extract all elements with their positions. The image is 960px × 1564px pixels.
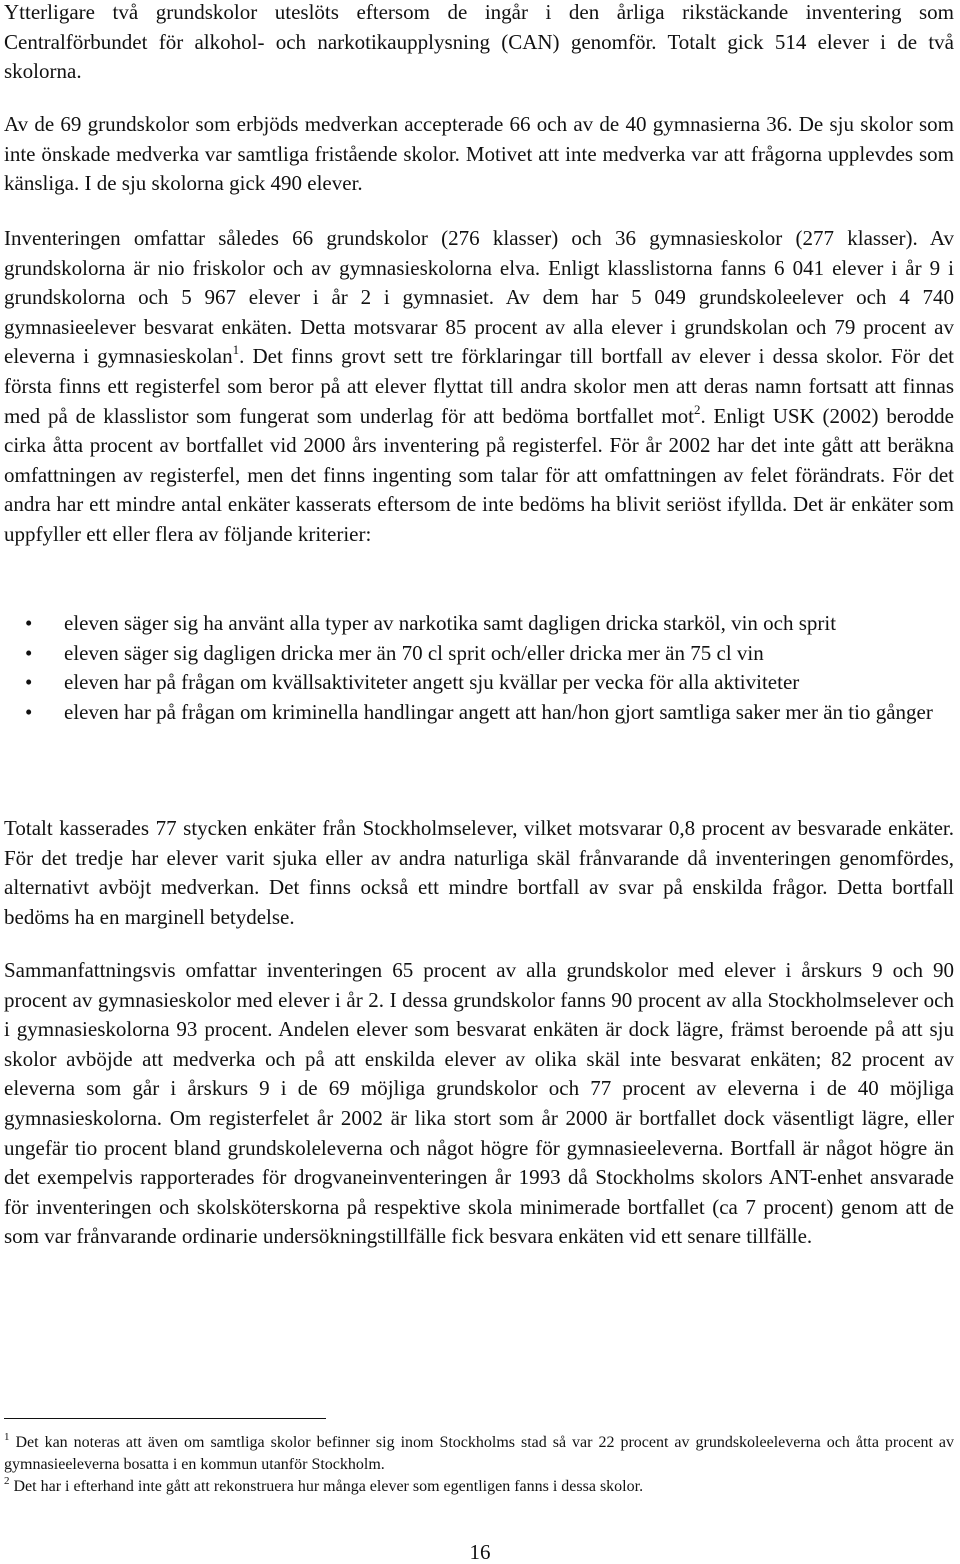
footnote-2 bbox=[4, 1476, 954, 1498]
footnotes bbox=[4, 1432, 954, 1498]
footnote-mark: 2 bbox=[4, 1475, 10, 1487]
bullet-icon: • bbox=[25, 640, 33, 665]
criteria-text: eleven säger sig ha använt alla typer av narkotika samt dagligen dricka starköl, vin och sprit bbox=[64, 611, 837, 635]
paragraph-discarded-surveys: Totalt kasserades 77 stycken enkäter från Stockholmselever, vilket motsvarar 0,8 procent av besvarade enkäter. För det tredje har elever varit sjuka eller av andra naturliga skäl frånvarande då inventeringen genomfördes, alternativt avböjt medverkan. Det finns också ett mindre bortfall av svar på enskilda frågor. Detta bortfall bedöms ha en marginell betydelse. bbox=[4, 816, 954, 929]
bullet-icon: • bbox=[25, 611, 33, 635]
paragraph-excluded-schools: Ytterligare två grundskolor uteslöts eftersom de ingår i den årliga rikstäckande inventering som Centralförbundet för alkohol- och narkotikaupplysning (CAN) genomför. Totalt gick 514 elever i de två skolorna. bbox=[4, 0, 954, 84]
bullet-icon: • bbox=[25, 670, 33, 695]
footnote-divider bbox=[4, 1418, 326, 1419]
footnote-1 bbox=[4, 1432, 954, 1476]
paragraph-text: . Det finns grovt sett tre förklaringar till bortfall av elever i dessa skolor. För det första finns ett registerfel som beror på att elever flyttat till andra skolor men att deras namn fortsatt att finnas med på de klasslistor som fungerat som underlag för att bedöma bortfallet mot bbox=[4, 344, 954, 428]
paragraph-inventory-scope bbox=[4, 224, 954, 550]
footnote-reference-2[interactable]: 2 bbox=[693, 401, 701, 417]
paragraph-text: Inventeringen omfattar således 66 grundskolor (276 klasser) och 36 gymnasieskolor (277 klasser). Av grundskolorna är nio friskolor och av gymnasieskolorna elva. Enligt klasslistorna fanns 6 041 elever i år 9 i grundskolorna och 5 967 elever i år 2 i gymnasiet. Av dem har 5 049 grundskoleelever och 4 740 gymnasieelever besvarat enkäten. Detta motsvarar 85 procent av alla elever i grundskolan och 79 procent av eleverna i gymnasieskolan bbox=[4, 226, 954, 369]
criteria-text: eleven har på frågan om kvällsaktiviteter angett sju kvällar per vecka för alla aktiviteter bbox=[64, 670, 800, 695]
criteria-text: eleven säger sig dagligen dricka mer än 70 cl sprit och/eller dricka mer än 75 cl vin bbox=[64, 640, 764, 665]
page-number: 16 bbox=[469, 1540, 491, 1564]
footnote-text: Det har i efterhand inte gått att rekonstruera hur många elever som egentligen fanns i dessa skolor. bbox=[9, 1478, 644, 1495]
paragraph-summary: Sammanfattningsvis omfattar inventeringen 65 procent av alla grundskolor med elever i årskurs 9 och 90 procent av gymnasieskolor med elever i år 2. I dessa grundskolor fanns 90 procent av alla Stockholmselever och i gymnasieskolorna 93 procent. Andelen elever som besvarat enkäten är dock lägre, främst beroende på att sju skolor avböjde att medverka och på att enskilda elever av olika skäl inte besvarat enkäten; 82 procent av eleverna som går i årskurs 9 i de 69 möjliga grundskolor och 77 procent av eleverna i de 40 möjliga gymnasieskolorna. Om registerfelet år 2002 är lika stort som år 2000 är bortfallet dock väsentligt lägre, eller ungefär tio procent bland grundskoleleverna och något högre för gymnasieeleverna. Bortfall är något högre än det exempelvis rapporterades för drogvaneinventeringen år 1993 då Stockholms skolors ANT-enhet ansvarade för inventeringen och skolsköterskorna på respektive skola minimerade bortfallet (ca 7 procent) genom att de som var frånvarande ordinarie undersökningstillfälle fick besvara enkäten vid ett senare tillfälle. bbox=[4, 958, 954, 1249]
criteria-list-item bbox=[4, 609, 954, 639]
criteria-list-item bbox=[4, 698, 954, 728]
footnote-reference-1[interactable]: 1 bbox=[232, 342, 240, 358]
criteria-list-item bbox=[4, 639, 954, 669]
paragraph-participation: Av de 69 grundskolor som erbjöds medverkan accepterade 66 och av de 40 gymnasierna 36. De sju skolor som inte önskade medverka var samtliga fristående skolor. Motivet att inte medverka var att frågorna upplevdes som känsliga. I de sju skolorna gick 490 elever. bbox=[4, 112, 954, 196]
bullet-icon: • bbox=[25, 699, 33, 724]
criteria-text: eleven har på frågan om kriminella handlingar angett att han/hon gjort samtliga saker mer än tio gånger bbox=[64, 699, 933, 724]
paragraph-text: . Enligt USK (2002) berodde cirka åtta procent av bortfallet vid 2000 års inventering på registerfel. För år 2002 har det inte gått att beräkna omfattningen av registerfel, men det finns ingenting som talar för att omfattningen av felet förändrats. För det andra har ett mindre antal enkäter kasserats eftersom de inte bedöms ha blivit seriöst ifyllda. Det är enkäter som uppfyller ett eller flera av följande kriterier: bbox=[4, 403, 955, 546]
footnote-mark: 1 bbox=[4, 1431, 10, 1443]
criteria-list-item bbox=[4, 668, 954, 698]
footnote-text: Det kan noteras att även om samtliga skolor befinner sig inom Stockholms stad så var 22 procent av grundskoleeleverna och åtta procent av gymnasieeleverna bosatta i en kommun utanför Stockholm. bbox=[4, 1434, 954, 1473]
criteria-list bbox=[4, 609, 954, 727]
